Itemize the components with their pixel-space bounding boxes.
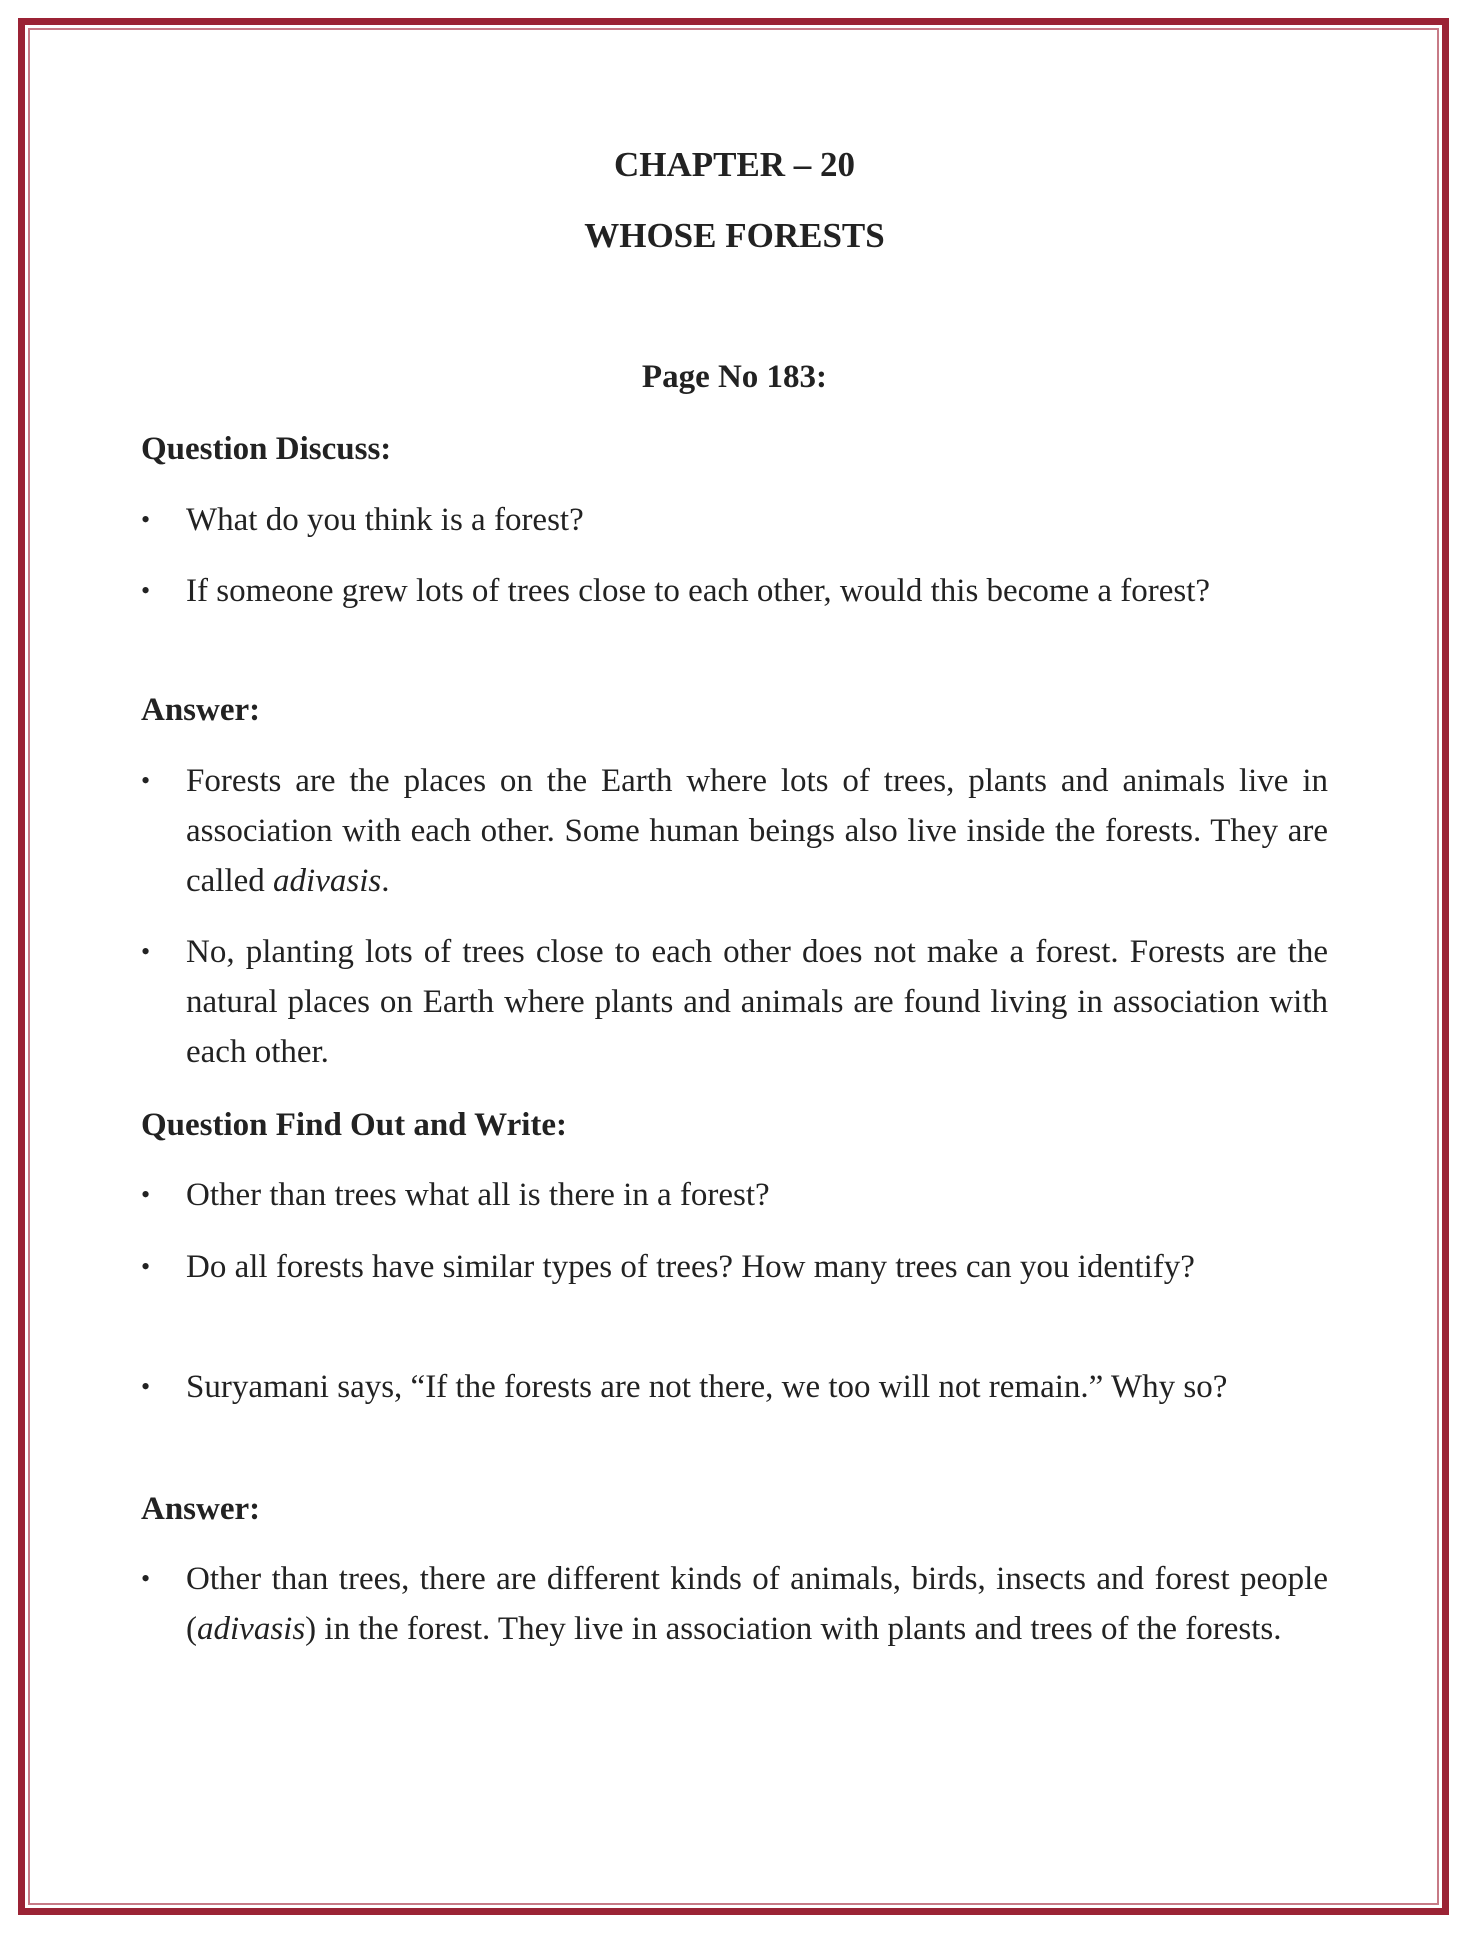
- bullet-icon: •: [141, 766, 151, 795]
- list-item: [141, 1554, 1328, 1654]
- section-heading: Answer:: [141, 692, 261, 728]
- section-heading: Answer:: [141, 1491, 261, 1527]
- text-segment: Suryamani says, “If the forests are not there, we too will not remain.” Why so?: [186, 1369, 1228, 1405]
- section-heading: Question Discuss:: [141, 431, 392, 467]
- list-item: [141, 1362, 1328, 1412]
- text-segment: What do you think is a forest?: [186, 502, 584, 538]
- bullet-icon: •: [141, 1252, 151, 1281]
- italic-term: adivasis: [273, 863, 382, 899]
- text-segment: .: [381, 863, 390, 899]
- list-item-text: [186, 1362, 1328, 1412]
- bullet-icon: •: [141, 505, 151, 534]
- bullet-icon: •: [141, 1564, 151, 1593]
- list-item-text: [186, 927, 1328, 1077]
- list-item: [141, 756, 1328, 906]
- list-item-text: [186, 1170, 1328, 1220]
- section-heading: Question Find Out and Write:: [141, 1107, 568, 1143]
- bullet-icon: •: [141, 1180, 151, 1209]
- text-segment: Do all forests have similar types of trees? How many trees can you identify?: [186, 1249, 1195, 1285]
- text-segment: No, planting lots of trees close to each other does not make a forest. Forests are the natural places on Earth where plants and animals are found living in association with each other.: [186, 934, 1328, 1070]
- list-item-text: [186, 495, 1328, 545]
- list-item: [141, 1242, 1328, 1292]
- text-segment: Other than trees what all is there in a forest?: [186, 1177, 770, 1213]
- list-item: [141, 566, 1328, 616]
- text-segment: Other than trees, there are different kinds of animals, birds, insects and forest people (: [186, 1561, 1328, 1647]
- list-item: [141, 927, 1328, 1077]
- list-item-text: [186, 1554, 1328, 1654]
- page-number: Page No 183:: [641, 359, 828, 395]
- list-item: [141, 1170, 1328, 1220]
- bullet-icon: •: [141, 1372, 151, 1401]
- list-item-text: [186, 566, 1328, 616]
- chapter-number: CHAPTER – 20: [613, 145, 856, 184]
- bullet-icon: •: [141, 937, 151, 966]
- chapter-title: WHOSE FORESTS: [584, 216, 885, 255]
- list-item-text: [186, 756, 1328, 906]
- list-item: [141, 495, 1328, 545]
- list-item-text: [186, 1242, 1328, 1292]
- text-segment: ) in the forest. They live in association with plants and trees of the forests.: [305, 1611, 1282, 1647]
- italic-term: adivasis: [197, 1611, 306, 1647]
- text-segment: Forests are the places on the Earth where lots of trees, plants and animals live in association with each other. Some human beings also live inside the forests. They are called: [186, 763, 1328, 899]
- bullet-icon: •: [141, 576, 151, 605]
- text-segment: If someone grew lots of trees close to each other, would this become a forest?: [186, 573, 1211, 609]
